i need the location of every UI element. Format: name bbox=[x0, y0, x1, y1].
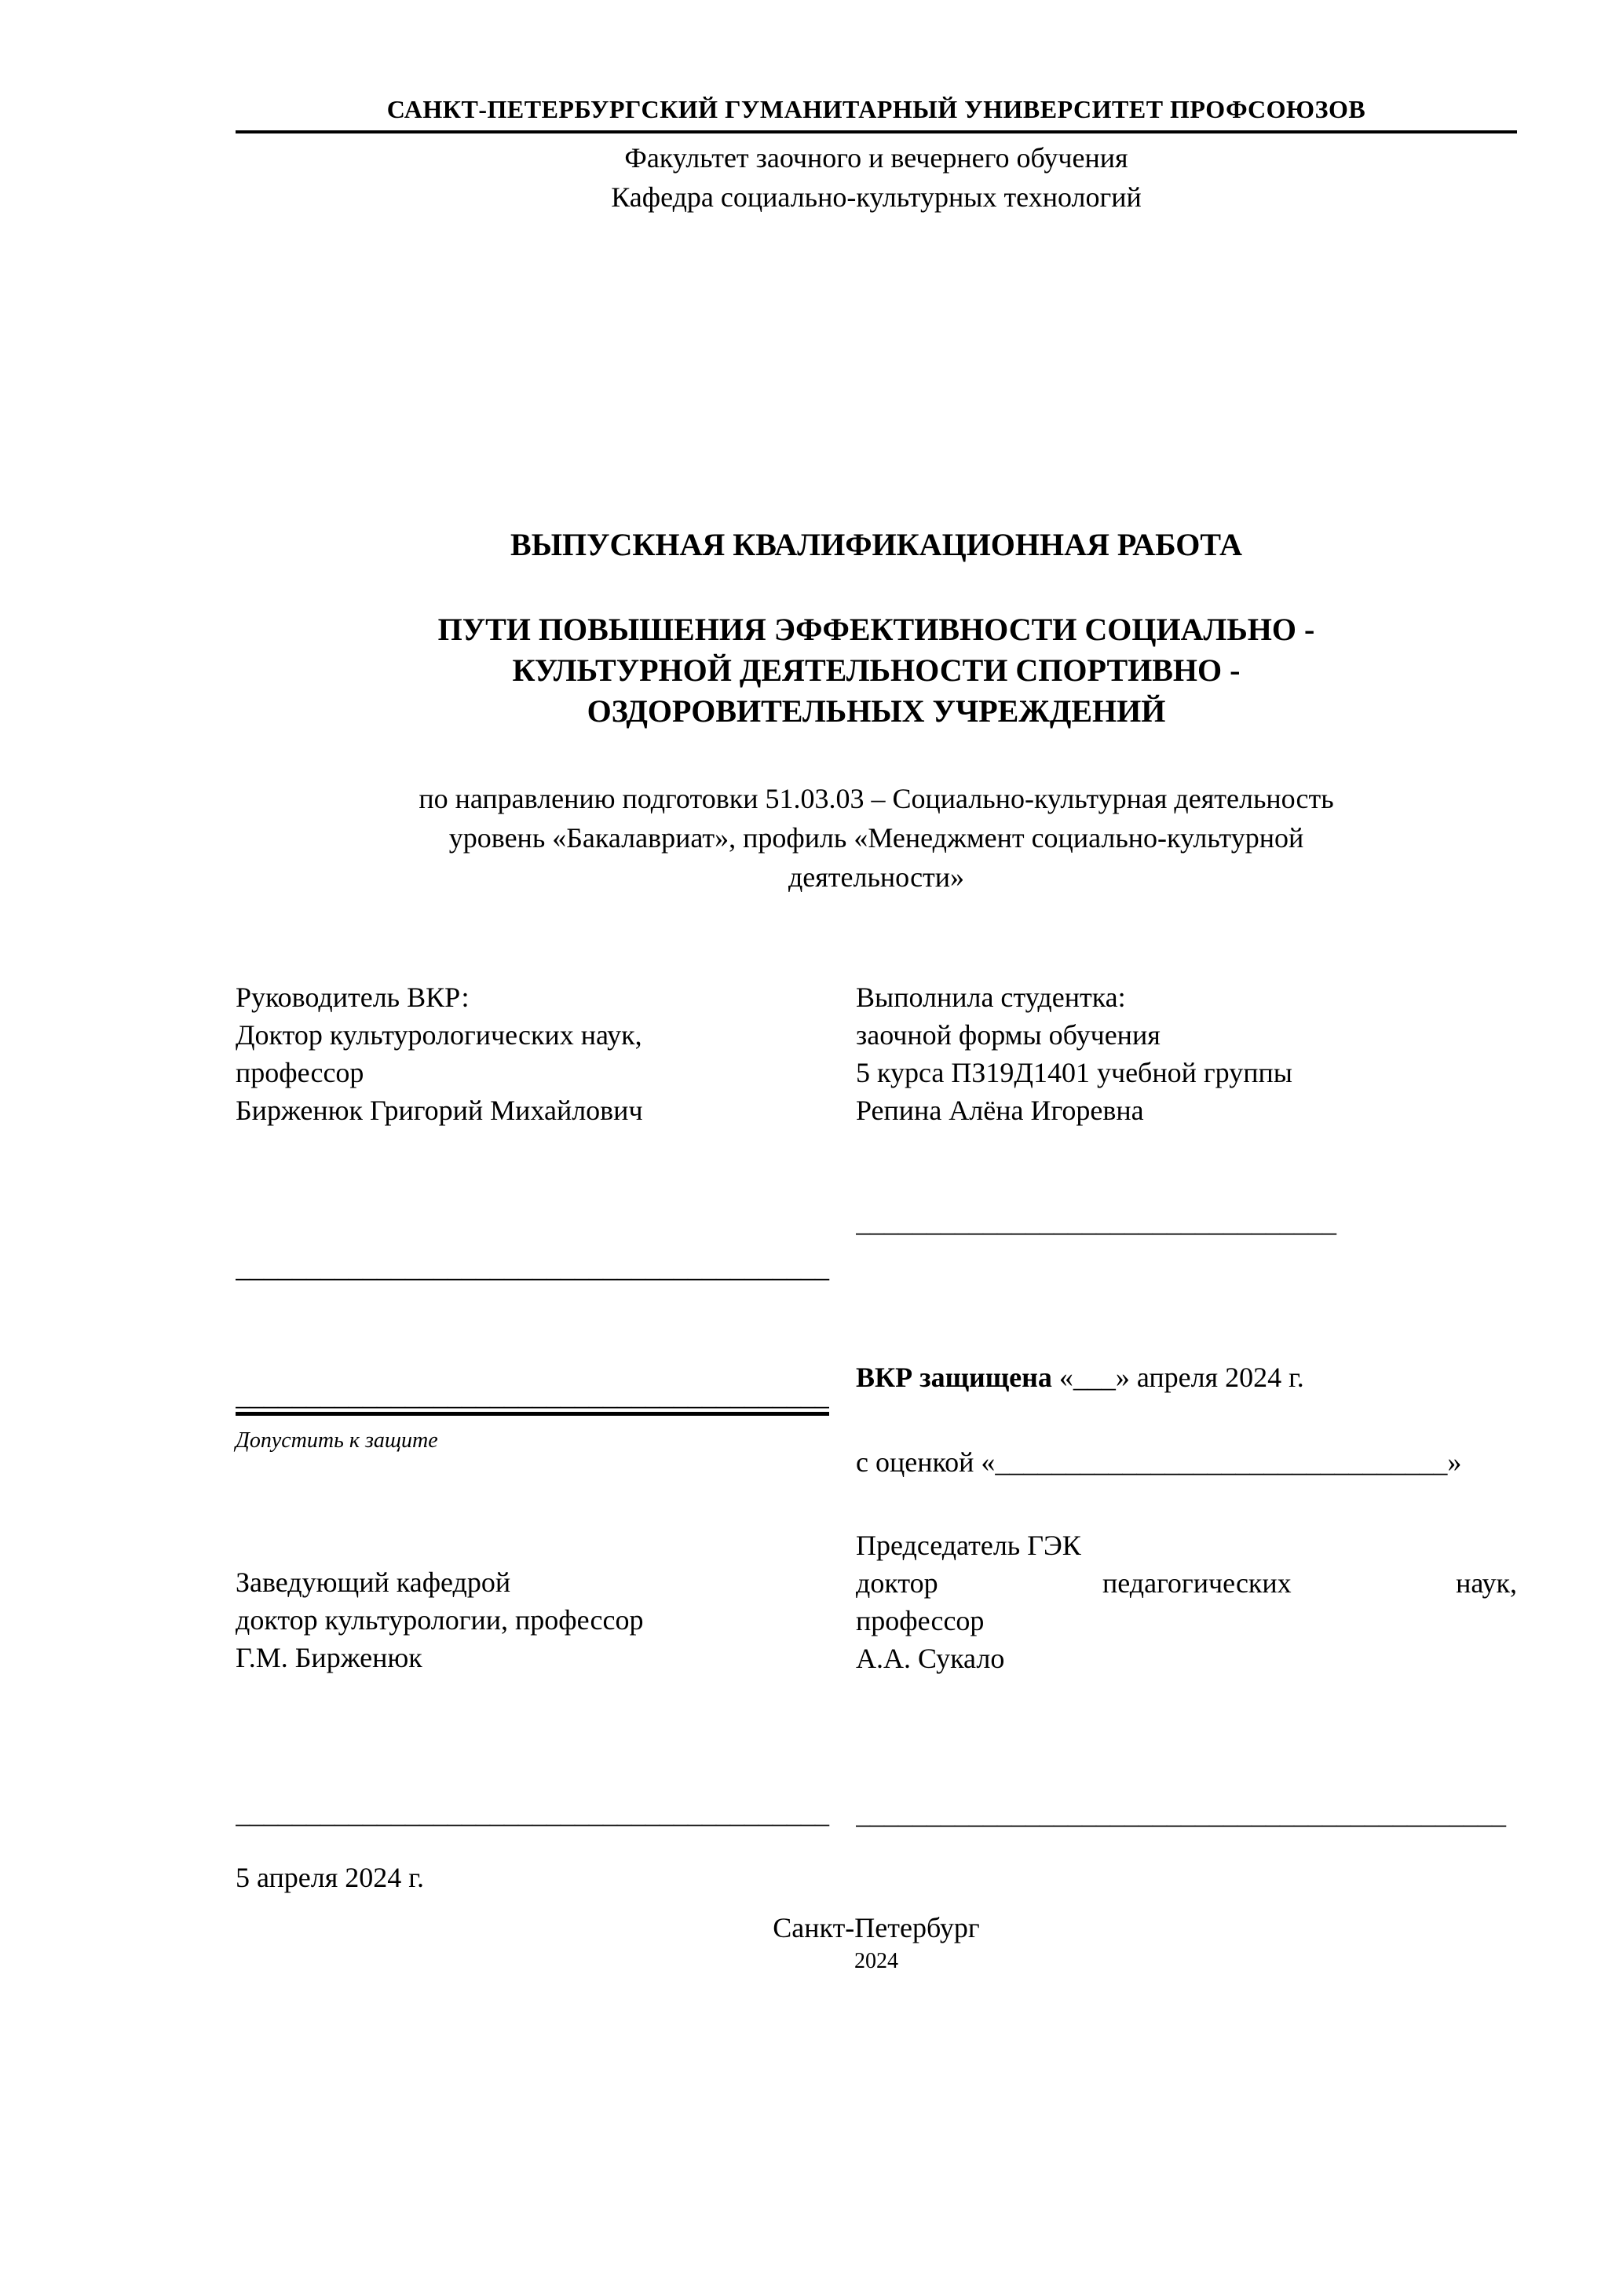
grade-blank: ________________________________ bbox=[995, 1446, 1448, 1478]
committee-signature-line: ______________________________________________ bbox=[856, 1798, 1506, 1830]
student-block bbox=[856, 978, 1517, 1129]
program-line-2: уровень «Бакалавриат», профиль «Менеджмент социально-культурной bbox=[448, 822, 1304, 854]
student-group: 5 курса ПЗ19Д1401 учебной группы bbox=[856, 1057, 1292, 1088]
approval-date: 5 апреля 2024 г. bbox=[236, 1862, 424, 1893]
supervisor-name: Бирженюк Григорий Михайлович bbox=[236, 1095, 643, 1126]
committee-degree-word-2: педагогических bbox=[1102, 1567, 1292, 1599]
supervisor-label: Руководитель ВКР: bbox=[236, 982, 470, 1013]
grade-line bbox=[856, 1443, 1517, 1481]
work-type-title: ВЫПУСКНАЯ КВАЛИФИКАЦИОННАЯ РАБОТА bbox=[510, 527, 1242, 562]
department-head-signature-line: __________________________________________ bbox=[236, 1797, 829, 1829]
thesis-title-line-2: КУЛЬТУРНОЙ ДЕЯТЕЛЬНОСТИ СПОРТИВНО - bbox=[512, 653, 1241, 688]
defense-date-line bbox=[856, 1358, 1517, 1396]
committee-chair-degree bbox=[856, 1564, 1517, 1602]
faculty-line: Факультет заочного и вечернего обучения bbox=[624, 142, 1128, 174]
thesis-title bbox=[236, 609, 1517, 732]
defense-date-label: ВКР защищена bbox=[856, 1362, 1052, 1393]
department-head-block bbox=[236, 1563, 832, 1676]
student-study-form: заочной формы обучения bbox=[856, 1019, 1161, 1051]
supervisor-block bbox=[236, 978, 832, 1129]
program-line-3: деятельности» bbox=[788, 861, 965, 893]
committee-chair-title: Председатель ГЭК bbox=[856, 1530, 1081, 1561]
footer-year: 2024 bbox=[854, 1949, 898, 1973]
header-rule bbox=[236, 130, 1517, 133]
right-column bbox=[856, 978, 1517, 1896]
program-line-1: по направлению подготовки 51.03.03 – Социально-культурная деятельность bbox=[419, 783, 1334, 814]
admission-block bbox=[236, 1379, 832, 1457]
grade-prefix: с оценкой « bbox=[856, 1446, 996, 1478]
student-signature-line: __________________________________ bbox=[856, 1206, 1336, 1238]
department-head-name: Г.М. Бирженюк bbox=[236, 1642, 422, 1673]
program-description bbox=[236, 779, 1517, 897]
committee-degree-word-3: наук, bbox=[1456, 1567, 1517, 1599]
grade-suffix: » bbox=[1447, 1446, 1462, 1478]
committee-chair-name: А.А. Сукало bbox=[856, 1643, 1005, 1674]
left-column bbox=[236, 978, 832, 1896]
thesis-title-line-3: ОЗДОРОВИТЕЛЬНЫХ УЧРЕЖДЕНИЙ bbox=[587, 693, 1166, 729]
signature-columns bbox=[236, 978, 1517, 1896]
footer-city: Санкт-Петербург bbox=[773, 1912, 980, 1943]
committee-degree-word-1: доктор bbox=[856, 1567, 938, 1599]
committee-block bbox=[856, 1526, 1517, 1677]
department-line: Кафедра социально-культурных технологий bbox=[611, 181, 1142, 213]
supervisor-signature-line: __________________________________________ bbox=[236, 1252, 829, 1283]
admission-signature-line: __________________________________________ bbox=[236, 1379, 829, 1416]
university-name: САНКТ-ПЕТЕРБУРГСКИЙ ГУМАНИТАРНЫЙ УНИВЕРСИТЕТ ПРОФСОЮЗОВ bbox=[386, 95, 1366, 123]
department-head-degree: доктор культурологии, профессор bbox=[236, 1604, 644, 1636]
committee-chair-rank: профессор bbox=[856, 1605, 985, 1636]
department-head-title: Заведующий кафедрой bbox=[236, 1567, 511, 1598]
student-label: Выполнила студентка: bbox=[856, 982, 1126, 1013]
supervisor-degree: Доктор культурологических наук, bbox=[236, 1019, 642, 1051]
defense-date-value: «___» апреля 2024 г. bbox=[1051, 1362, 1304, 1393]
student-name: Репина Алёна Игоревна bbox=[856, 1095, 1144, 1126]
thesis-title-line-1: ПУТИ ПОВЫШЕНИЯ ЭФФЕКТИВНОСТИ СОЦИАЛЬНО - bbox=[437, 612, 1315, 647]
admission-caption: Допустить к защите bbox=[236, 1428, 438, 1453]
supervisor-rank: профессор bbox=[236, 1057, 364, 1088]
